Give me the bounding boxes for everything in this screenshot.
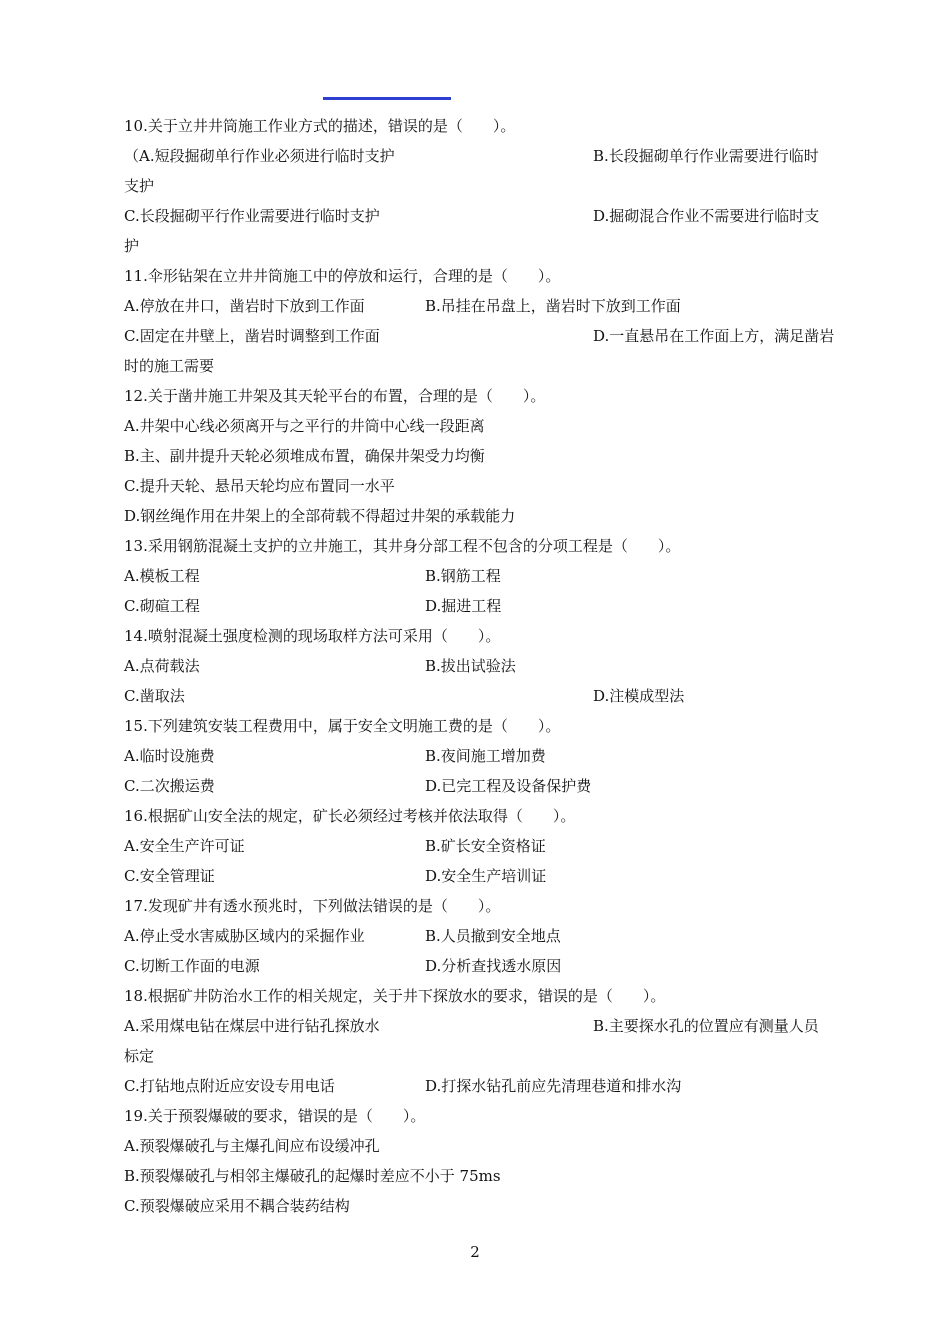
question-15-stem: 15.下列建筑安装工程费用中，属于安全文明施工费的是（ ）。 [124,717,561,735]
question-15-option-c: C.二次搬运费 [124,777,215,795]
question-10-option-d-continued: 护 [124,237,140,255]
question-18-option-b: B.主要探水孔的位置应有测量人员 [593,1017,819,1035]
question-17-stem: 17.发现矿井有透水预兆时，下列做法错误的是（ ）。 [124,897,501,915]
question-14-stem: 14.喷射混凝土强度检测的现场取样方法可采用（ ）。 [124,627,501,645]
question-17-option-c: C.切断工作面的电源 [124,957,260,975]
question-14-option-d: D.注模成型法 [593,687,685,705]
question-18-stem: 18.根据矿井防治水工作的相关规定，关于井下探放水的要求，错误的是（ ）。 [124,987,666,1005]
question-10-option-a: （A.短段掘砌单行作业必须进行临时支护 [124,147,395,165]
question-12-option-d: D.钢丝绳作用在井架上的全部荷载不得超过井架的承载能力 [124,507,516,525]
question-16-option-d: D.安全生产培训证 [425,867,547,885]
question-16-option-a: A.安全生产许可证 [124,837,245,855]
question-10-stem: 10.关于立井井筒施工作业方式的描述，错误的是（ ）。 [124,117,516,135]
question-10-option-b-continued: 支护 [124,177,155,195]
question-19-option-a: A.预裂爆破孔与主爆孔间应布设缓冲孔 [124,1137,380,1155]
question-11-option-d-continued: 时的施工需要 [124,357,215,375]
question-12-option-a: A.井架中心线必须离开与之平行的井筒中心线一段距离 [124,417,485,435]
question-11-stem: 11.伞形钻架在立井井筒施工中的停放和运行，合理的是（ ）。 [124,267,561,285]
question-11-option-a: A.停放在井口，凿岩时下放到工作面 [124,297,365,315]
question-16-option-c: C.安全管理证 [124,867,215,885]
question-11-option-c: C.固定在井壁上，凿岩时调整到工作面 [124,327,380,345]
question-18-option-c: C.打钻地点附近应安设专用电话 [124,1077,335,1095]
question-13-option-a: A.模板工程 [124,567,200,585]
question-19-stem: 19.关于预裂爆破的要求，错误的是（ ）。 [124,1107,426,1125]
question-14-option-a: A.点荷载法 [124,657,200,675]
question-15-option-d: D.已完工程及设备保护费 [425,777,592,795]
question-17-option-a: A.停止受水害威胁区域内的采掘作业 [124,927,365,945]
question-12-option-c: C.提升天轮、悬吊天轮均应布置同一水平 [124,477,395,495]
question-13-option-d: D.掘进工程 [425,597,502,615]
question-12-option-b: B.主、副井提升天轮必须堆成布置，确保井架受力均衡 [124,447,485,465]
question-15-option-a: A.临时设施费 [124,747,215,765]
question-19-option-b: B.预裂爆破孔与相邻主爆破孔的起爆时差应不小于 75ms [124,1167,501,1185]
question-13-option-c: C.砌碹工程 [124,597,200,615]
question-18-option-d: D.打探水钻孔前应先清理巷道和排水沟 [425,1077,682,1095]
question-18-option-b-continued: 标定 [124,1047,155,1065]
question-18-option-a: A.采用煤电钻在煤层中进行钻孔探放水 [124,1017,380,1035]
question-15-option-b: B.夜间施工增加费 [425,747,546,765]
question-17-option-b: B.人员撤到安全地点 [425,927,561,945]
page-number: 2 [470,1243,480,1261]
header-rule [323,97,451,100]
question-16-stem: 16.根据矿山安全法的规定，矿长必须经过考核并依法取得（ ）。 [124,807,576,825]
question-12-stem: 12.关于凿井施工井架及其天轮平台的布置，合理的是（ ）。 [124,387,546,405]
question-13-option-b: B.钢筋工程 [425,567,501,585]
question-14-option-c: C.凿取法 [124,687,185,705]
question-10-option-c: C.长段掘砌平行作业需要进行临时支护 [124,207,380,225]
question-17-option-d: D.分析查找透水原因 [425,957,562,975]
question-19-option-c: C.预裂爆破应采用不耦合装药结构 [124,1197,350,1215]
question-10-option-d: D.掘砌混合作业不需要进行临时支 [593,207,820,225]
question-10-option-b: B.长段掘砌单行作业需要进行临时 [593,147,819,165]
question-11-option-d: D.一直悬吊在工作面上方，满足凿岩 [593,327,835,345]
question-13-stem: 13.采用钢筋混凝土支护的立井施工，其井身分部工程不包含的分项工程是（ ）。 [124,537,681,555]
question-14-option-b: B.拔出试验法 [425,657,516,675]
question-11-option-b: B.吊挂在吊盘上，凿岩时下放到工作面 [425,297,681,315]
question-16-option-b: B.矿长安全资格证 [425,837,546,855]
